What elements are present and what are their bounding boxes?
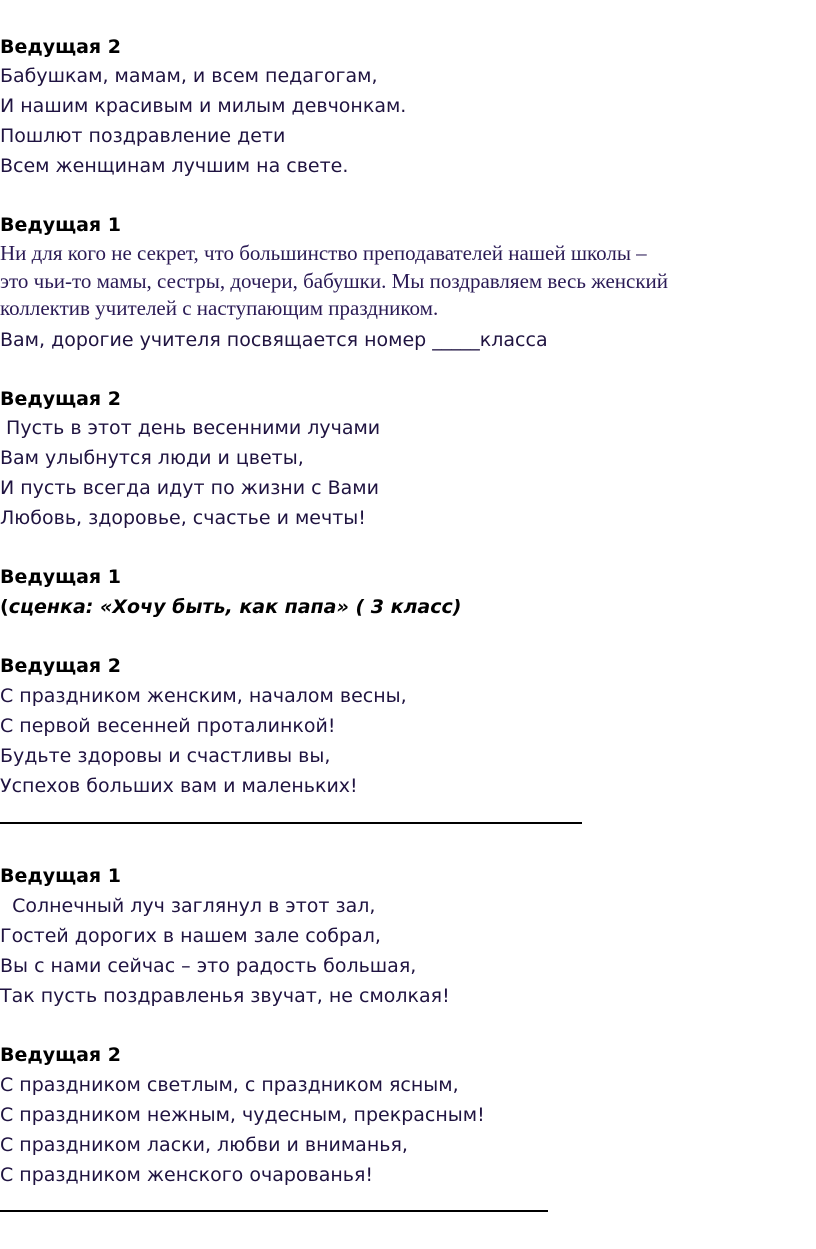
verse-line: Пошлют поздравление дети (0, 125, 286, 147)
speaker-label: Ведущая 2 (0, 388, 121, 410)
verse-line: Пусть в этот день весенними лучами (0, 417, 381, 439)
dedication-line (0, 328, 548, 352)
scene-open-paren: ( (0, 596, 9, 618)
verse-line: Гостей дорогих в нашем зале собрал, (0, 925, 381, 947)
verse-line: Вы с нами сейчас – это радость большая, (0, 955, 417, 977)
prose-line: коллектив учителей с наступающим праздником. (0, 296, 439, 320)
verse-line: С праздником нежным, чудесным, прекрасным! (0, 1104, 485, 1126)
speaker-label: Ведущая 2 (0, 655, 121, 677)
speaker-label: Ведущая 2 (0, 1044, 121, 1066)
dedication-prefix: Вам, дорогие учителя посвящается номер (0, 329, 433, 351)
verse-line: С праздником ласки, любви и вниманья, (0, 1134, 408, 1156)
verse-line: С праздником светлым, с праздником ясным, (0, 1074, 459, 1096)
dedication-blank: _____ (432, 329, 480, 351)
speaker-label: Ведущая 1 (0, 214, 121, 236)
prose-line: Ни для кого не секрет, что большинство преподавателей нашей школы – (0, 241, 647, 265)
verse-line: И нашим красивым и милым девчонкам. (0, 95, 407, 117)
verse-line: Успехов больших вам и маленьких! (0, 775, 358, 797)
scene-note (0, 595, 461, 619)
separator-rule (0, 1210, 548, 1212)
verse-line: Так пусть поздравленья звучат, не смолкая! (0, 985, 450, 1007)
speaker-label: Ведущая 1 (0, 865, 121, 887)
dedication-suffix: класса (479, 329, 548, 351)
verse-line: С праздником женского очарованья! (0, 1164, 374, 1186)
verse-line: Всем женщинам лучшим на свете. (0, 155, 349, 177)
speaker-label: Ведущая 1 (0, 566, 121, 588)
prose-line: это чьи-то мамы, сестры, дочери, бабушки. Мы поздравляем весь женский (0, 269, 669, 293)
verse-line: Солнечный луч заглянул в этот зал, (0, 895, 376, 917)
separator-rule (0, 822, 582, 824)
verse-line: Вам улыбнутся люди и цветы, (0, 447, 304, 469)
verse-line: Любовь, здоровье, счастье и мечты! (0, 507, 366, 529)
verse-line: Будьте здоровы и счастливы вы, (0, 745, 331, 767)
verse-line: Бабушкам, мамам, и всем педагогам, (0, 65, 378, 87)
verse-line: С праздником женским, началом весны, (0, 685, 407, 707)
scene-text: сценка: «Хочу быть, как папа» ( 3 класс) (8, 596, 462, 618)
verse-line: С первой весенней проталинкой! (0, 715, 336, 737)
verse-line: И пусть всегда идут по жизни с Вами (0, 477, 379, 499)
speaker-label: Ведущая 2 (0, 36, 121, 58)
